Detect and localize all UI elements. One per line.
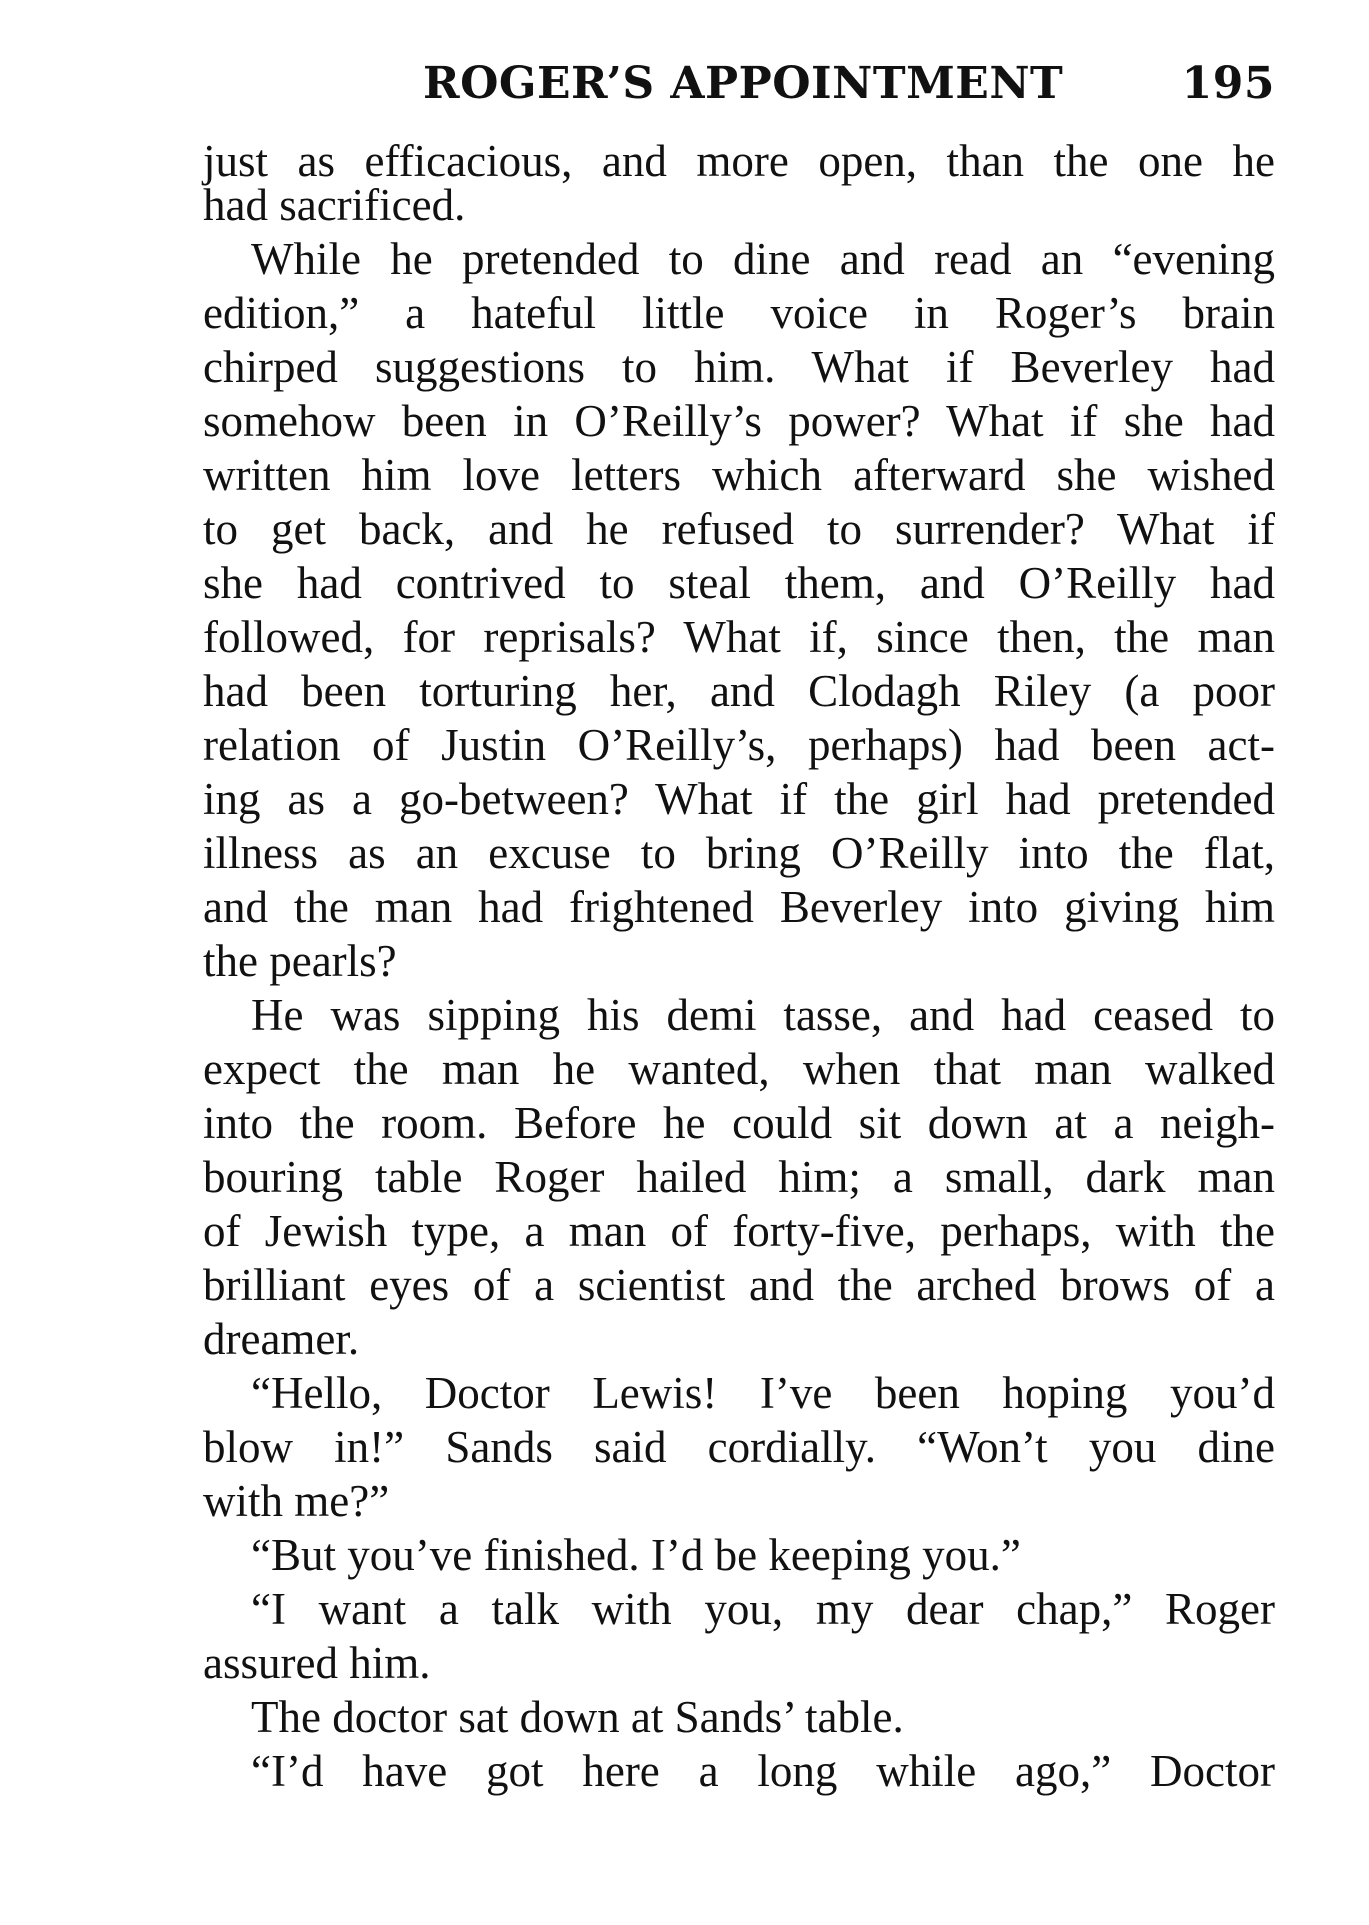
text-line: illness as an excuse to bring O’Reilly into the flat, xyxy=(203,828,1275,878)
text-line: “Hello, Doctor Lewis! I’ve been hoping you’d xyxy=(251,1368,1275,1418)
text-line: The doctor sat down at Sands’ table. xyxy=(251,1692,904,1742)
text-line: written him love letters which afterward she wished xyxy=(203,450,1275,500)
text-line: to get back, and he refused to surrender? What if xyxy=(203,504,1275,554)
text-line: edition,” a hateful little voice in Roger’s brain xyxy=(203,288,1275,338)
text-line: expect the man he wanted, when that man walked xyxy=(203,1044,1275,1094)
text-line: relation of Justin O’Reilly’s, perhaps) had been act- xyxy=(203,720,1275,770)
text-line: While he pretended to dine and read an “evening xyxy=(251,234,1275,284)
text-line: brilliant eyes of a scientist and the arched brows of a xyxy=(203,1260,1275,1310)
text-line: somehow been in O’Reilly’s power? What if she had xyxy=(203,396,1275,446)
text-line: into the room. Before he could sit down at a neigh- xyxy=(203,1098,1275,1148)
text-line: blow in!” Sands said cordially. “Won’t you dine xyxy=(203,1422,1275,1472)
text-line: and the man had frightened Beverley into giving him xyxy=(203,882,1275,932)
text-line: the pearls? xyxy=(203,936,397,986)
page-number: 195 xyxy=(1181,58,1275,109)
text-line: she had contrived to steal them, and O’Reilly had xyxy=(203,558,1275,608)
text-line: of Jewish type, a man of forty-five, perhaps, with the xyxy=(203,1206,1275,1256)
text-line: had sacrificed. xyxy=(203,180,466,230)
text-line: “But you’ve finished. I’d be keeping you.” xyxy=(251,1530,1021,1580)
text-line: “I’d have got here a long while ago,” Doctor xyxy=(251,1746,1275,1796)
text-line: followed, for reprisals? What if, since then, the man xyxy=(203,612,1275,662)
text-line: assured him. xyxy=(203,1638,431,1688)
running-title: ROGER’S APPOINTMENT xyxy=(423,58,1064,109)
text-line: with me?” xyxy=(203,1476,390,1526)
running-head xyxy=(203,58,1275,118)
text-line: just as efficacious, and more open, than the one he xyxy=(203,136,1275,186)
text-line: bouring table Roger hailed him; a small, dark man xyxy=(203,1152,1275,1202)
text-line: chirped suggestions to him. What if Beverley had xyxy=(203,342,1275,392)
text-line: had been torturing her, and Clodagh Riley (a poor xyxy=(203,666,1275,716)
text-line: ing as a go-between? What if the girl had pretended xyxy=(203,774,1275,824)
text-line: “I want a talk with you, my dear chap,” Roger xyxy=(251,1584,1275,1634)
text-line: dreamer. xyxy=(203,1314,360,1364)
text-line: He was sipping his demi tasse, and had ceased to xyxy=(251,990,1275,1040)
